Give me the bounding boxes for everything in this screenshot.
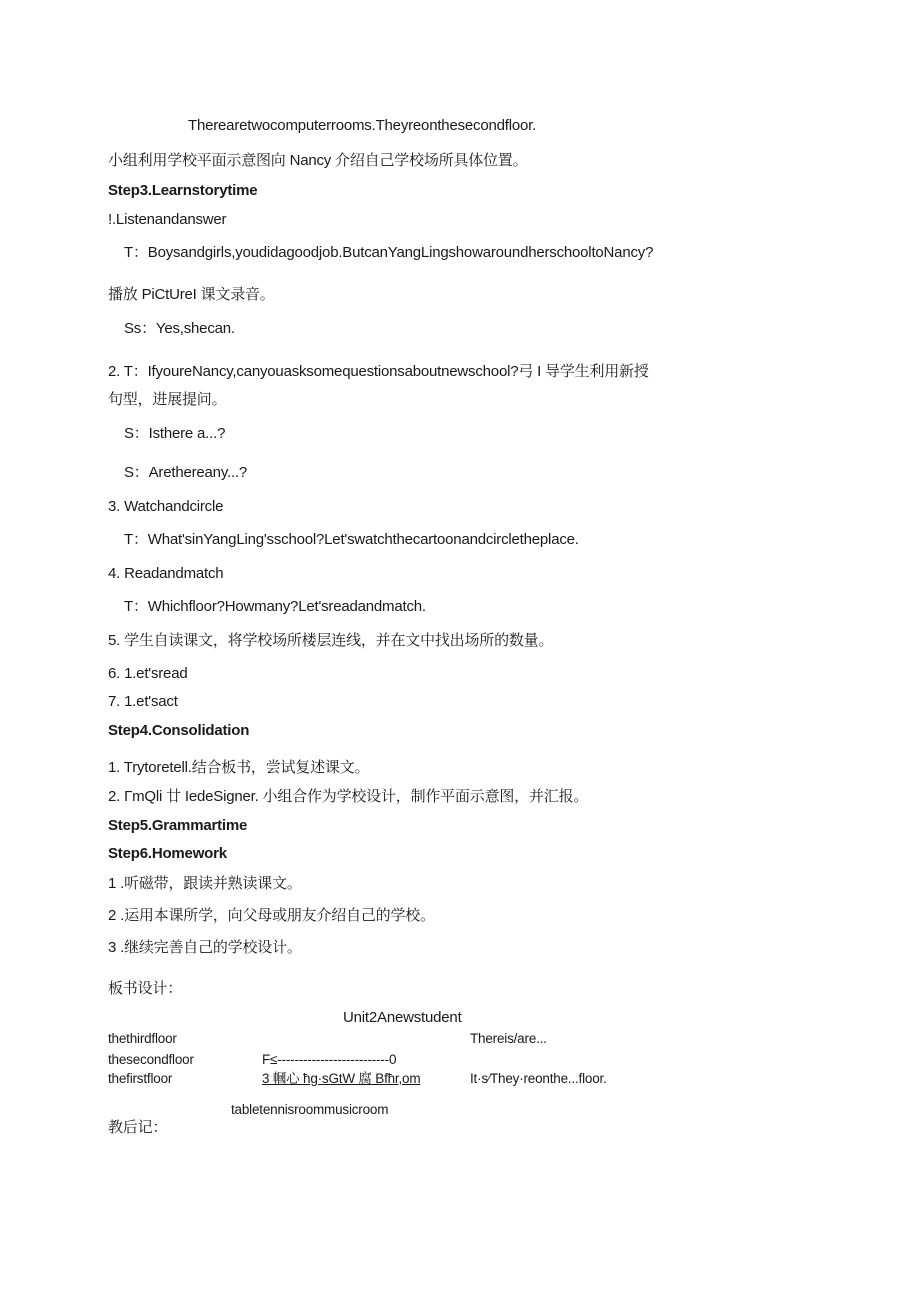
step3-item-1-teacher: T：Boysandgirls,youdidagoodjob.ButcanYangLingshowaroundherschooltoNancy? bbox=[124, 244, 654, 261]
board-arrow-line: F≤--------------------------0 bbox=[262, 1052, 397, 1067]
step3-item-3-teacher: T：What'sinYangLing'sschool?Let'swatchthecartoonandcircletheplace. bbox=[124, 531, 579, 548]
board-bottom-rooms: tabletennisroommusicroom bbox=[231, 1102, 389, 1117]
intro-english-line: Therearetwocomputerrooms.Theyreonthesecondfloor. bbox=[188, 117, 537, 134]
board-title: Unit2Anewstudent bbox=[343, 1009, 462, 1026]
board-second-floor: thesecondfloor bbox=[108, 1052, 194, 1067]
board-third-floor: thethirdfloor bbox=[108, 1031, 177, 1046]
step6-item-2: 2 .运用本课所学，向父母或朋友介绍自己的学校。 bbox=[108, 907, 435, 924]
step4-heading: Step4.Consolidation bbox=[108, 722, 250, 739]
step3-item-4-teacher: T：Whichfloor?Howmany?Let'sreadandmatch. bbox=[124, 598, 426, 615]
board-design-label: 板书设计： bbox=[108, 980, 183, 997]
board-theyre-on: It·s∕They·reonthe...floor. bbox=[470, 1071, 607, 1086]
board-rooms-line: 3 幗心 ħg·sGtW 腐 Bfħr,om bbox=[262, 1071, 421, 1086]
step3-heading: Step3.Learnstorytime bbox=[108, 182, 258, 199]
step3-item-2: 2. T：IfyoureNancy,canyouasksomequestionsaboutnewschool?弓 I 导学生利用新授 bbox=[108, 363, 649, 380]
intro-chinese-line: 小组利用学校平面示意图向 Nancy 介绍自己学校场所具体位置。 bbox=[108, 152, 528, 169]
step6-item-3: 3 .继续完善自己的学校设计。 bbox=[108, 939, 302, 956]
step3-item-1: !.Listenandanswer bbox=[108, 211, 227, 228]
step3-item-6: 6. 1.et'sread bbox=[108, 665, 188, 682]
board-first-floor: thefirstfloor bbox=[108, 1071, 173, 1086]
step3-item-1-play: 播放 PiCtUreI 课文录音。 bbox=[108, 286, 275, 303]
step4-item-2: 2. ΓmQli 廿 IedeSigner. 小组合作为学校设计，制作平面示意图，并汇报。 bbox=[108, 788, 589, 805]
step6-heading: Step6.Homework bbox=[108, 845, 227, 862]
board-there-is-are: Thereis/are... bbox=[470, 1031, 547, 1046]
step3-item-7: 7. 1.et'sact bbox=[108, 693, 178, 710]
step4-item-1: 1. Trytoretell.结合板书，尝试复述课文。 bbox=[108, 759, 370, 776]
step3-item-4: 4. Readandmatch bbox=[108, 565, 224, 582]
step6-item-1: 1 .听磁带，跟读并熟读课文。 bbox=[108, 875, 302, 892]
step3-item-2-student-1: S：Isthere a...? bbox=[124, 425, 226, 442]
step3-item-2-cont: 句型，进展提问。 bbox=[108, 391, 227, 408]
step5-heading: Step5.Grammartime bbox=[108, 817, 248, 834]
step3-item-2-student-2: S：Arethereany...? bbox=[124, 464, 248, 481]
step3-item-3: 3. Watchandcircle bbox=[108, 498, 224, 515]
step3-item-1-students: Ss：Yes,shecan. bbox=[124, 320, 235, 337]
step3-item-5: 5. 学生自读课文，将学校场所楼层连线，并在文中找出场所的数量。 bbox=[108, 632, 554, 649]
after-class-notes-label: 教后记： bbox=[108, 1119, 168, 1136]
